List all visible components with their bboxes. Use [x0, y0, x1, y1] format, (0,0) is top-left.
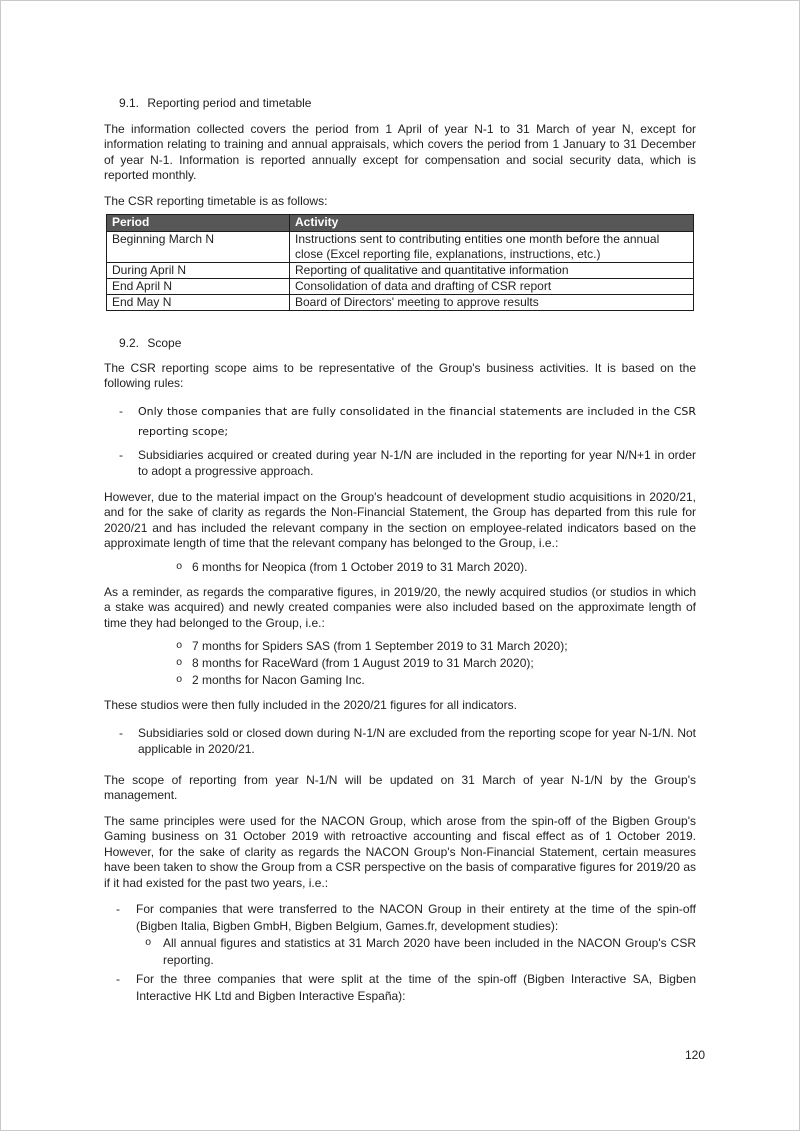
table-cell-activity: Board of Directors' meeting to approve results: [290, 295, 694, 311]
sub-bullet-text: 7 months for Spiders SAS (from 1 September 2019 to 31 March 2020);: [192, 639, 568, 653]
sub-bullet-item: [176, 672, 696, 688]
section-heading-9-2: [119, 336, 696, 352]
table-cell-activity: Consolidation of data and drafting of CSR report: [290, 279, 694, 295]
sub-bullet-item: [176, 655, 696, 671]
table-cell-activity: Instructions sent to contributing entities one month before the annual close (Excel reporting file, explanations, instructions, etc.): [290, 232, 694, 263]
table-cell-period: During April N: [107, 263, 290, 279]
sub-bullet-text: All annual figures and statistics at 31 March 2020 have been included in the NACON Group's CSR reporting.: [163, 936, 696, 967]
paragraph-studios-included: These studios were then fully included in the 2020/21 figures for all indicators.: [104, 698, 517, 712]
bullet-text: Subsidiaries sold or closed down during N-1/N are excluded from the reporting scope for year N-1/N. Not applicable in 2020/21.: [138, 725, 696, 756]
bullet-item: [119, 402, 696, 442]
dash-bullet-marker: -: [116, 972, 120, 986]
table-row: [107, 263, 694, 279]
paragraph-nacon-principles: The same principles were used for the NACON Group, which arose from the spin-off of the Bigben Group's Gaming business on 31 October 2019 with retroactive accounting and fiscal effect as of 1 October 2019. However, for the sake of clarity as regards the NACON Group's Non-Financial Statement, certain measures have been taken to show the Group from a CSR perspective on the basis of comparative figures for 2019/20 as if it had existed for the past two years, i.e.:: [104, 813, 696, 890]
sub-bullet-text: 8 months for RaceWard (from 1 August 2019 to 31 March 2020);: [192, 656, 534, 670]
circle-bullet-marker: o: [176, 674, 183, 686]
table-cell-period: End May N: [107, 295, 290, 311]
bullet-text: Subsidiaries acquired or created during year N-1/N are included in the reporting for year N/N+1 in order to adopt a progressive approach.: [138, 447, 696, 478]
bullet-item: [116, 901, 696, 934]
table-header-period: Period: [107, 215, 290, 232]
section-heading-9-1: [119, 96, 696, 112]
sub-bullet-item: [145, 935, 696, 968]
section-number: 9.2.: [119, 336, 140, 350]
section-number: 9.1.: [119, 96, 140, 110]
paragraph-reminder: As a reminder, as regards the comparative figures, in 2019/20, the newly acquired studios (or studios in which a stake was acquired) and newly created companies were also included based on the approximate length of time they had belonged to the Group, i.e.:: [104, 584, 696, 630]
paragraph-reporting-period: The information collected covers the period from 1 April of year N-1 to 31 March of year N, except for information relating to training and annual appraisals, which covers the period from 1 January to 31 December of year N-1. Information is reported annually except for compensation and social security data, which is reported monthly.: [104, 121, 696, 182]
page-number: 120: [684, 1048, 705, 1062]
bullet-item: [116, 971, 696, 1004]
page-content: [104, 96, 696, 1004]
dash-bullet-marker: -: [119, 725, 123, 740]
dash-bullet-marker: -: [119, 404, 123, 418]
sub-bullet-item: [176, 638, 696, 654]
circle-bullet-marker: o: [145, 937, 152, 949]
paragraph-scope-intro: The CSR reporting scope aims to be representative of the Group's business activities. It is based on the following rules:: [104, 360, 696, 390]
table-cell-period: Beginning March N: [107, 232, 290, 263]
csr-timetable-table: [106, 214, 694, 311]
table-row: [107, 295, 694, 311]
paragraph-however: However, due to the material impact on the Group's headcount of development studio acquisitions in 2020/21, and for the sake of clarity as regards the Non-Financial Statement, the Group has departed from this rule for 2020/21 and has included the relevant company in the section on employee-related indicators based on the approximate length of time that the relevant company has belonged to the Group, i.e.:: [104, 489, 696, 550]
sub-bullet-item: [176, 559, 696, 575]
section-title: Scope: [147, 336, 182, 350]
circle-bullet-marker: o: [176, 640, 183, 652]
sub-bullet-text: 2 months for Nacon Gaming Inc.: [192, 673, 365, 687]
bullet-text: For companies that were transferred to the NACON Group in their entirety at the time of the spin-off (Bigben Italia, Bigben GmbH, Bigben Belgium, Games.fr, development studies):: [136, 902, 696, 933]
paragraph-timetable-intro: The CSR reporting timetable is as follows:: [104, 193, 328, 208]
table-row: [107, 279, 694, 295]
sub-bullet-text: 6 months for Neopica (from 1 October 2019 to 31 March 2020).: [192, 559, 528, 574]
bullet-item: [119, 725, 696, 758]
dash-bullet-marker: -: [119, 447, 123, 462]
table-header-row: [107, 215, 694, 232]
table-header-activity: Activity: [290, 215, 694, 232]
circle-bullet-marker: o: [176, 560, 183, 573]
bullet-text: For the three companies that were split at the time of the spin-off (Bigben Interactive SA, Bigben Interactive HK Ltd and Bigben Interactive España):: [136, 972, 696, 1003]
paragraph-scope-update: The scope of reporting from year N-1/N will be updated on 31 March of year N-1/N by the Group's management.: [104, 772, 696, 802]
table-row: [107, 232, 694, 263]
section-title: Reporting period and timetable: [147, 96, 312, 110]
bullet-item: [119, 447, 696, 480]
table-cell-period: End April N: [107, 279, 290, 295]
circle-bullet-marker: o: [176, 657, 183, 669]
table-cell-activity: Reporting of qualitative and quantitative information: [290, 263, 694, 279]
dash-bullet-marker: -: [116, 902, 120, 916]
bullet-text: Only those companies that are fully consolidated in the financial statements are included in the CSR reporting scope;: [138, 404, 696, 438]
